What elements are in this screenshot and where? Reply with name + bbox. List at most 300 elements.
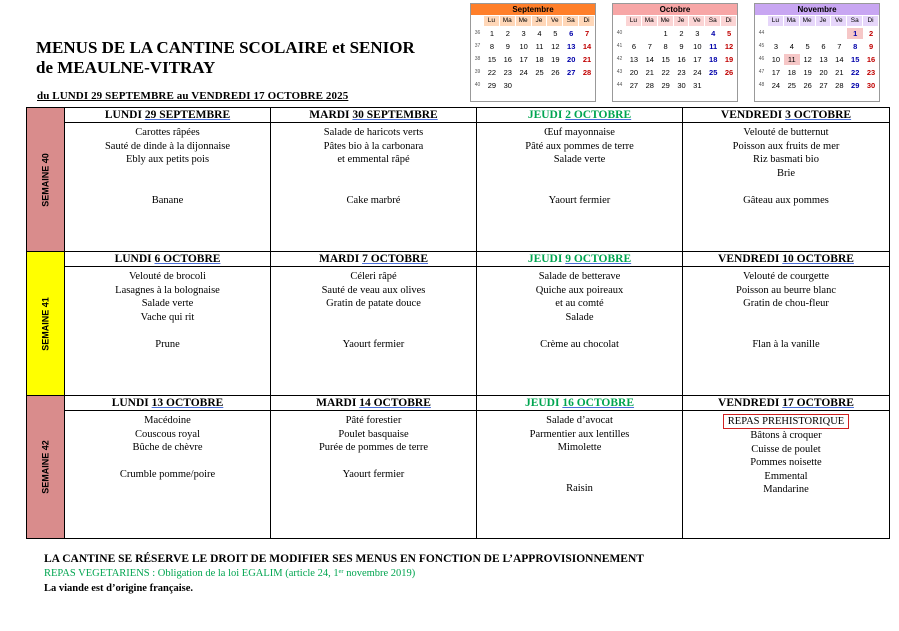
day-date: 30 SEPTEMBRE: [352, 109, 438, 121]
menu-table: [26, 107, 890, 539]
menu-spacer: [271, 324, 476, 338]
day-menu-cell: [271, 252, 477, 395]
week-label: [27, 108, 65, 251]
calendar-day: 5: [553, 29, 558, 38]
day-name: LUNDI: [111, 397, 149, 409]
calendar-day: 12: [803, 55, 812, 64]
calendar-day: 4: [789, 42, 794, 51]
calendar-day: [800, 28, 816, 39]
menu-spacer: [477, 324, 682, 338]
day-of-week-label: Sa: [847, 16, 862, 26]
menu-item: Pâté aux pommes de terre: [525, 140, 634, 152]
calendar-day: 27: [567, 68, 576, 77]
week-label: [27, 396, 65, 538]
special-meal-badge: REPAS PREHISTORIQUE: [723, 414, 849, 429]
day-header: [271, 396, 476, 411]
week-number: 40: [616, 30, 623, 36]
calendar-day: 14: [835, 55, 844, 64]
day-menu-cell: [683, 252, 889, 395]
menu-spacer: [477, 455, 682, 469]
menu-item: Raisin: [566, 482, 593, 494]
calendar-day: 7: [647, 42, 652, 51]
calendar-day: 2: [868, 29, 874, 38]
footer-meat-origin: La viande est d’origine française.: [44, 583, 194, 594]
calendar-day: 18: [709, 55, 718, 64]
calendar-day: 4: [711, 29, 716, 38]
day-of-week-label: Lu: [484, 16, 499, 26]
menu-item: Carottes râpées: [135, 127, 200, 138]
calendar-day: [784, 28, 800, 39]
menu-item: Yaourt fermier: [342, 338, 405, 350]
menu-item: Salade verte: [141, 298, 194, 310]
day-of-week-label: Je: [674, 16, 689, 26]
calendar-day-header: [755, 16, 879, 26]
calendar-day: 19: [551, 55, 560, 64]
menu-spacer: [65, 455, 270, 469]
menu-item: Poisson au beurre blanc: [735, 284, 837, 296]
day-date: 7 OCTOBRE: [362, 253, 429, 265]
week-number: 44: [758, 30, 765, 36]
menu-items: [271, 270, 476, 352]
menu-item: Mandarine: [763, 484, 809, 496]
calendar-day: 29: [661, 81, 670, 90]
week-number: 39: [474, 69, 481, 75]
menu-spacer: [683, 180, 889, 194]
calendar-day: 4: [537, 29, 542, 38]
calendar-day: [768, 28, 784, 39]
menu-item: Céleri râpé: [350, 271, 397, 282]
calendar-day: 17: [519, 55, 528, 64]
calendar-day: 22: [661, 68, 670, 77]
week-label-text: SEMAINE 41: [40, 296, 50, 351]
menu-item: Quiche aux poireaux: [535, 284, 624, 296]
footer-notice: LA CANTINE SE RÉSERVE LE DROIT DE MODIFIER SES MENUS EN FONCTION DE L’APPROVISIONNEMENT: [44, 553, 644, 565]
calendar-day: 20: [819, 68, 828, 77]
calendar-day: 13: [567, 42, 576, 51]
menu-spacer: [271, 180, 476, 194]
day-menu-cell: [477, 396, 683, 538]
menu-item: Velouté de butternut: [743, 127, 829, 138]
day-name: MARDI: [316, 397, 357, 409]
menu-item: Riz basmati bio: [753, 154, 819, 166]
calendar-day: 9: [868, 42, 874, 51]
calendar-day: 31: [693, 81, 702, 90]
calendar-day: 11: [535, 42, 544, 51]
week-label-text: SEMAINE 40: [40, 152, 50, 207]
menu-item: Flan à la vanille: [752, 338, 820, 350]
day-header: [477, 108, 682, 123]
calendar-day: 5: [805, 42, 810, 51]
day-name: LUNDI: [104, 109, 142, 121]
calendar-day: 7: [837, 42, 842, 51]
day-of-week-label: Di: [863, 16, 878, 26]
calendar-day: 10: [693, 42, 702, 51]
menu-items: [477, 414, 682, 496]
day-of-week-label: Ma: [500, 16, 515, 26]
week-label-text: SEMAINE 42: [40, 440, 50, 494]
calendar-day: 22: [851, 68, 860, 77]
calendar-day: [831, 28, 847, 39]
day-date: 3 OCTOBRE: [785, 109, 852, 121]
menu-spacer: [477, 180, 682, 194]
calendar-day: 28: [645, 81, 654, 90]
day-name: JEUDI: [527, 109, 563, 121]
menu-item: et au comté: [555, 298, 604, 310]
day-header: [271, 108, 476, 123]
menu-item: Macédoine: [144, 415, 191, 426]
week-number: 41: [616, 43, 623, 49]
calendar-day: 2: [505, 29, 510, 38]
calendar-november: [754, 3, 880, 102]
calendar-day: [579, 80, 595, 91]
calendar-day: 26: [724, 68, 734, 77]
calendar-day: 30: [677, 81, 686, 90]
week-number-header: [755, 16, 767, 26]
calendar-day: 16: [503, 55, 512, 64]
menu-item: Purée de pommes de terre: [318, 442, 429, 454]
calendar-day: [626, 28, 642, 39]
menu-item: Lasagnes à la bolognaise: [115, 284, 220, 296]
day-of-week-label: Ve: [689, 16, 704, 26]
menu-items: [271, 414, 476, 482]
calendar-day: 22: [487, 68, 497, 77]
menu-item: Pommes noisette: [750, 457, 822, 469]
menu-item: Crumble pomme/poire: [119, 469, 216, 481]
menu-item: Velouté de courgette: [742, 271, 830, 282]
calendar-day: 14: [645, 55, 654, 64]
calendar-day: 24: [771, 81, 781, 90]
calendar-day: 1: [663, 29, 668, 38]
calendar-day: [721, 80, 737, 91]
calendar-day: 20: [629, 68, 639, 77]
day-menu-cell: [683, 108, 889, 251]
week-number: 44: [616, 82, 623, 88]
menu-items: [65, 270, 270, 352]
day-menu-cell: [65, 108, 271, 251]
calendar-month-title: Septembre: [471, 4, 595, 15]
calendar-day: 13: [629, 55, 639, 64]
menu-item: Bûche de chèvre: [132, 442, 203, 454]
day-date: 9 OCTOBRE: [565, 253, 632, 265]
calendar-day: 25: [535, 68, 544, 77]
calendar-day: 25: [787, 81, 796, 90]
menu-spacer: [65, 167, 270, 181]
day-of-week-label: Di: [721, 16, 736, 26]
day-name: LUNDI: [114, 253, 152, 265]
calendar-day: [705, 80, 721, 91]
menu-item: Poisson aux fruits de mer: [732, 140, 840, 152]
menu-item: Prune: [155, 338, 180, 350]
day-header: [477, 252, 682, 267]
calendar-day: 8: [489, 42, 494, 51]
menu-item: Emmental: [764, 470, 808, 482]
calendar-day: 19: [724, 55, 734, 64]
day-of-week-label: Ve: [831, 16, 846, 26]
day-of-week-label: Je: [532, 16, 547, 26]
calendar-day: 16: [866, 55, 876, 64]
calendar-day: 1: [489, 29, 494, 38]
calendar-day: 28: [835, 81, 844, 90]
day-of-week-label: Me: [658, 16, 673, 26]
menu-items: [477, 270, 682, 352]
day-of-week-label: Je: [816, 16, 831, 26]
day-of-week-label: Sa: [705, 16, 720, 26]
date-range: du LUNDI 29 SEPTEMBRE au VENDREDI 17 OCTOBRE 2025: [37, 90, 349, 102]
calendar-day: 21: [645, 68, 654, 77]
calendar-day: [532, 80, 548, 91]
calendar-days: [471, 28, 595, 91]
menu-item: Salade: [565, 311, 594, 323]
day-name: VENDREDI: [718, 397, 780, 409]
day-date: 2 OCTOBRE: [565, 109, 632, 121]
menu-items: [271, 126, 476, 208]
day-of-week-label: Lu: [626, 16, 641, 26]
menu-spacer: [477, 468, 682, 482]
calendar-day: [563, 80, 579, 91]
menu-spacer: [65, 180, 270, 194]
calendar-october: [612, 3, 738, 102]
calendar-day: [547, 80, 563, 91]
day-header: [65, 252, 270, 267]
menu-item: Sauté de veau aux olives: [321, 284, 426, 296]
menu-items: [683, 126, 889, 208]
calendar-day: 29: [851, 81, 860, 90]
week-number: 36: [474, 30, 481, 36]
menu-item: Cake marbré: [346, 194, 401, 206]
page-subtitle: de MEAULNE-VITRAY: [36, 58, 216, 77]
calendar-day: 17: [693, 55, 702, 64]
calendar-day: 5: [726, 29, 732, 38]
calendar-day: 11: [709, 42, 718, 51]
menu-item: Velouté de brocoli: [129, 271, 206, 282]
day-date: 17 OCTOBRE: [782, 397, 854, 409]
calendar-day: 24: [693, 68, 702, 77]
calendar-day: 19: [803, 68, 812, 77]
calendar-day: 10: [771, 55, 781, 64]
week-number: 38: [474, 56, 481, 62]
calendar-day: 9: [505, 42, 510, 51]
calendar-day: [816, 28, 832, 39]
calendar-day-header: [471, 16, 595, 26]
calendar-day: 6: [569, 29, 574, 38]
day-of-week-label: Ma: [642, 16, 657, 26]
menu-item: Yaourt fermier: [548, 194, 611, 206]
menu-items: [477, 126, 682, 208]
calendar-day: 23: [503, 68, 512, 77]
menu-item: Brie: [776, 167, 796, 179]
menu-spacer: [477, 167, 682, 181]
menu-item: Parmentier aux lentilles: [529, 428, 630, 440]
calendar-day: 2: [679, 29, 684, 38]
calendar-day: 20: [567, 55, 576, 64]
week-label: [27, 252, 65, 395]
calendar-day: 11: [784, 54, 800, 65]
day-header: [683, 108, 889, 123]
day-of-week-label: Di: [579, 16, 594, 26]
menu-item: [683, 414, 889, 429]
calendar-day: 8: [663, 42, 668, 51]
menu-item: Œuf mayonnaise: [544, 127, 615, 138]
calendar-day: 24: [519, 68, 528, 77]
day-menu-cell: [477, 108, 683, 251]
day-of-week-label: Ve: [547, 16, 562, 26]
calendar-day: 27: [819, 81, 828, 90]
day-name: VENDREDI: [718, 253, 780, 265]
day-name: JEUDI: [527, 253, 563, 265]
menu-item: Pâté forestier: [345, 415, 402, 426]
calendar-day: 10: [519, 42, 528, 51]
day-menu-cell: [271, 108, 477, 251]
calendar-month-title: Octobre: [613, 4, 737, 15]
menu-item: Ebly aux petits pois: [125, 154, 210, 166]
calendar-day: 18: [787, 68, 796, 77]
day-header: [477, 396, 682, 411]
calendar-day: 7: [584, 29, 590, 38]
menu-item: Sauté de dinde à la dijonnaise: [104, 140, 231, 152]
calendar-day: 21: [582, 55, 592, 64]
calendar-day: 3: [521, 29, 526, 38]
menu-item: Gratin de chou-fleur: [743, 298, 829, 310]
calendar-day: 30: [503, 81, 512, 90]
calendar-day: 26: [803, 81, 812, 90]
calendar-day: 14: [582, 42, 592, 51]
day-header: [683, 252, 889, 267]
menu-item: Vache qui rit: [140, 311, 195, 323]
calendar-day: 21: [835, 68, 844, 77]
week-number: 42: [616, 56, 623, 62]
calendar-day: 8: [853, 42, 858, 51]
calendar-day: 29: [487, 81, 497, 90]
day-menu-cell: [683, 396, 889, 538]
menu-item: Salade verte: [553, 154, 606, 166]
menu-item: Salade d’avocat: [546, 415, 613, 426]
day-date: 13 OCTOBRE: [151, 397, 224, 409]
calendar-day: [516, 80, 532, 91]
calendar-day: 30: [866, 81, 876, 90]
calendar-days: [613, 28, 737, 91]
week-number-header: [613, 16, 625, 26]
calendar-day: 18: [535, 55, 544, 64]
calendar-day: 27: [629, 81, 639, 90]
calendar-day: 16: [677, 55, 686, 64]
menu-spacer: [65, 324, 270, 338]
day-header: [683, 396, 889, 411]
day-of-week-label: Me: [516, 16, 531, 26]
calendar-day: 12: [724, 42, 734, 51]
week-number-header: [471, 16, 483, 26]
menu-item: Poulet basquaise: [338, 428, 409, 440]
week-number: 48: [758, 82, 765, 88]
menu-item: Banane: [151, 194, 184, 206]
calendar-day: 26: [551, 68, 560, 77]
week-row: [27, 108, 889, 252]
page-title: MENUS DE LA CANTINE SCOLAIRE et SENIOR: [36, 38, 415, 57]
day-header: [65, 108, 270, 123]
menu-item: Salade de haricots verts: [323, 127, 424, 138]
day-date: 14 OCTOBRE: [359, 397, 431, 409]
day-header: [65, 396, 270, 411]
calendar-day: 28: [582, 68, 592, 77]
menu-items: [65, 126, 270, 208]
calendar-day-header: [613, 16, 737, 26]
calendar-month-title: Novembre: [755, 4, 879, 15]
calendar-day: 15: [661, 55, 670, 64]
calendar-day: 15: [851, 55, 860, 64]
menu-item: Mimolette: [557, 442, 602, 454]
day-name: MARDI: [309, 109, 350, 121]
menu-spacer: [271, 167, 476, 181]
day-menu-cell: [271, 396, 477, 538]
calendar-day: 13: [819, 55, 828, 64]
calendar-day: 25: [709, 68, 718, 77]
menu-items: [683, 414, 889, 497]
day-of-week-label: Lu: [768, 16, 783, 26]
calendar-day: 6: [821, 42, 826, 51]
menu-item: Bâtons à croquer: [750, 430, 822, 441]
week-number: 43: [616, 69, 623, 75]
menu-item: Crème au chocolat: [540, 338, 619, 350]
day-of-week-label: Me: [800, 16, 815, 26]
calendar-day: 17: [771, 68, 781, 77]
calendar-september: [470, 3, 596, 102]
menu-spacer: [271, 455, 476, 469]
menu-item: Yaourt fermier: [342, 469, 405, 481]
menu-spacer: [271, 311, 476, 325]
menu-item: Gratin de patate douce: [326, 298, 421, 310]
day-date: 10 OCTOBRE: [782, 253, 854, 265]
calendar-day: 23: [677, 68, 686, 77]
menu-spacer: [683, 324, 889, 338]
menu-item: Salade de betterave: [538, 271, 621, 282]
day-name: VENDREDI: [720, 109, 783, 121]
day-menu-cell: [65, 252, 271, 395]
week-row: [27, 252, 889, 396]
menu-item: Gâteau aux pommes: [743, 194, 829, 206]
day-menu-cell: [65, 396, 271, 538]
week-row: [27, 396, 889, 538]
menu-item: Couscous royal: [134, 428, 201, 440]
calendar-day: 1: [847, 28, 863, 39]
calendar-day: 3: [773, 42, 778, 51]
calendar-day: 9: [679, 42, 684, 51]
calendar-day: 23: [866, 68, 876, 77]
day-date: 29 SEPTEMBRE: [144, 109, 231, 121]
day-header: [271, 252, 476, 267]
menu-item: Pâtes bio à la carbonara: [323, 140, 424, 152]
week-number: 47: [758, 69, 765, 75]
calendar-day: 12: [551, 42, 560, 51]
week-number: 46: [758, 56, 765, 62]
day-of-week-label: Sa: [563, 16, 578, 26]
day-of-week-label: Ma: [784, 16, 799, 26]
menu-item: Cuisse de poulet: [751, 443, 821, 455]
day-name: JEUDI: [524, 397, 560, 409]
footer-vegetarian-note: REPAS VEGETARIENS : Obligation de la loi EGALIM (article 24, 1ᵉʳ novembre 2019): [44, 568, 416, 579]
day-menu-cell: [477, 252, 683, 395]
calendar-day: 3: [695, 29, 700, 38]
calendar-day: 6: [631, 42, 636, 51]
calendar-day: [642, 28, 658, 39]
menu-items: [683, 270, 889, 352]
week-number: 40: [474, 82, 481, 88]
day-name: MARDI: [318, 253, 360, 265]
menu-spacer: [683, 311, 889, 325]
calendar-days: [755, 28, 879, 91]
day-date: 6 OCTOBRE: [154, 253, 221, 265]
day-date: 16 OCTOBRE: [562, 397, 635, 409]
week-number: 37: [474, 43, 481, 49]
calendar-day: 15: [487, 55, 497, 64]
